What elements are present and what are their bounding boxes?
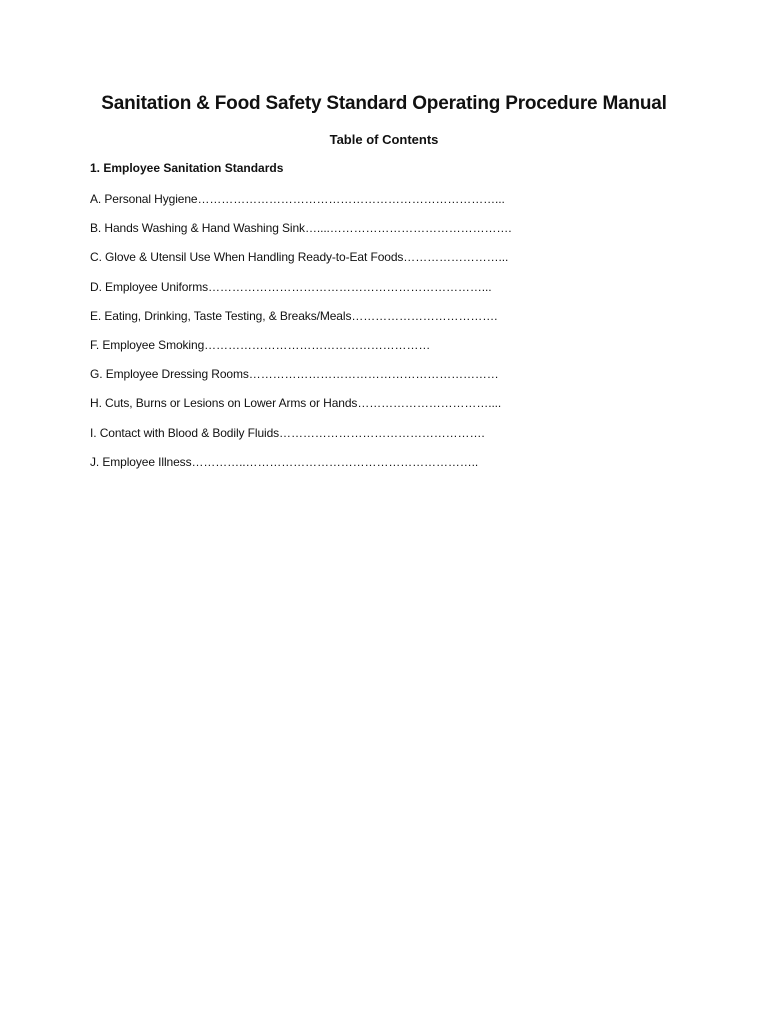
toc-entry-eating-drinking: E. Eating, Drinking, Taste Testing, & Breaks/Meals………………………………. <box>90 308 498 323</box>
document-title: Sanitation & Food Safety Standard Operating Procedure Manual <box>101 93 667 114</box>
toc-list <box>90 190 512 482</box>
toc-entry-blood-bodily-fluids: I. Contact with Blood & Bodily Fluids……………………………………………. <box>90 425 485 440</box>
toc-entry-hand-washing: B. Hands Washing & Hand Washing Sink…....………………………………………. <box>90 221 512 236</box>
section-heading: 1. Employee Sanitation Standards <box>90 161 284 175</box>
toc-entry-employee-uniforms: D. Employee Uniforms……………………………………………………………... <box>90 279 492 294</box>
toc-entry-cuts-burns-lesions: H. Cuts, Burns or Lesions on Lower Arms or Hands…………………………….... <box>90 396 502 411</box>
toc-entry-employee-smoking: F. Employee Smoking………………………………………………… <box>90 337 431 352</box>
toc-entry-personal-hygiene: A. Personal Hygiene…………………………………………………………………... <box>90 192 505 206</box>
toc-entry-employee-illness: J. Employee Illness…………..………………………………………………….. <box>90 454 479 469</box>
table-of-contents-heading: Table of Contents <box>329 132 439 147</box>
toc-entry-dressing-rooms: G. Employee Dressing Rooms……………………………………………………… <box>90 367 499 382</box>
toc-entry-glove-utensil-use: C. Glove & Utensil Use When Handling Ready-to-Eat Foods……………………... <box>90 250 509 265</box>
